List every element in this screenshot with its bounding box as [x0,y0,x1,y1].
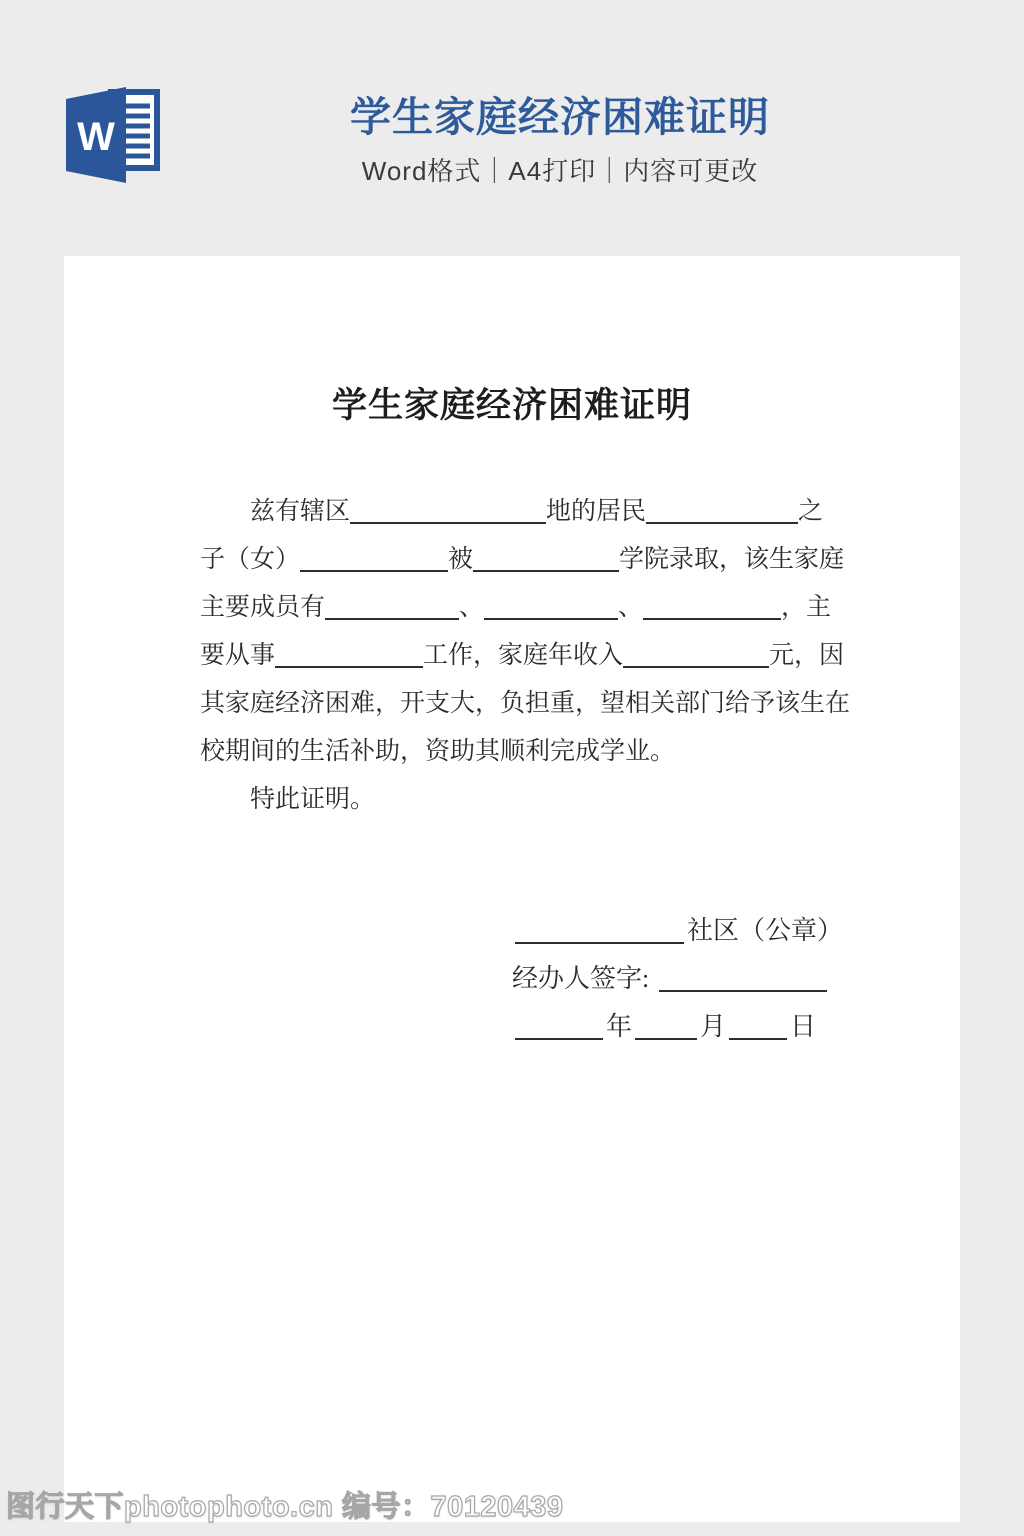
fill-in-blank[interactable] [643,595,781,620]
document-line [512,1003,843,1051]
fill-in-blank[interactable] [275,643,423,668]
document-line [200,776,848,824]
text-run: ，主 [781,594,832,621]
fill-in-blank[interactable] [635,1014,697,1040]
fill-in-blank[interactable] [729,1014,787,1040]
document-page [64,256,960,1522]
fill-in-blank[interactable] [325,595,459,620]
fill-in-blank[interactable] [623,643,769,668]
text-run: 年 [606,1012,633,1041]
fill-in-blank[interactable] [473,547,619,572]
document-line [200,728,848,776]
document-body [200,488,851,824]
fill-in-blank[interactable] [515,918,684,944]
text-run: 月 [700,1012,727,1041]
document-line [200,488,848,536]
text-run: 地的居民 [546,498,647,525]
text-run: 、 [618,594,644,621]
text-run: 主要成员有 [200,594,326,621]
fill-in-blank[interactable] [300,547,448,572]
header-text [340,92,780,187]
document-line [512,907,843,955]
footer-watermark: 图行天下photophoto.cn 编号：70120439 [6,1491,564,1523]
document-title: 学生家庭经济困难证明 [331,386,692,425]
text-run: 校期间的生活补助，资助其顺利完成学业。 [200,738,676,765]
text-run: 日 [790,1012,817,1041]
text-run: 兹有辖区 [250,498,351,525]
fill-in-blank[interactable] [515,1014,603,1040]
word-document-icon [60,82,164,188]
word-icon-letter: W [77,115,115,159]
header [0,0,1024,256]
text-run: 特此证明。 [250,786,376,813]
text-run: 、 [459,594,485,621]
text-run: 子（女） [200,546,301,573]
fill-in-blank[interactable] [350,499,546,524]
text-run: 学院录取，该生家庭 [619,546,845,573]
fill-in-blank[interactable] [484,595,618,620]
signature-block [512,907,843,1051]
text-run: 元，因 [769,642,845,669]
header-subtitle: Word格式｜A4打印｜内容可更改 [361,156,759,186]
text-run: 经办人签字: [512,964,656,993]
text-run: 之 [798,498,824,525]
document-line [200,632,848,680]
text-run: 其家庭经济困难，开支大，负担重，望相关部门给予该生在 [200,690,851,717]
header-title: 学生家庭经济困难证明 [350,94,770,140]
text-run: 被 [448,546,474,573]
document-line [200,584,848,632]
text-run: 工作，家庭年收入 [423,642,624,669]
text-run: 要从事 [200,642,276,669]
document-line [200,536,848,584]
document-line [512,955,843,1003]
fill-in-blank[interactable] [659,966,827,992]
fill-in-blank[interactable] [646,499,798,524]
document-line [200,680,851,728]
text-run: 社区（公章） [687,916,844,945]
